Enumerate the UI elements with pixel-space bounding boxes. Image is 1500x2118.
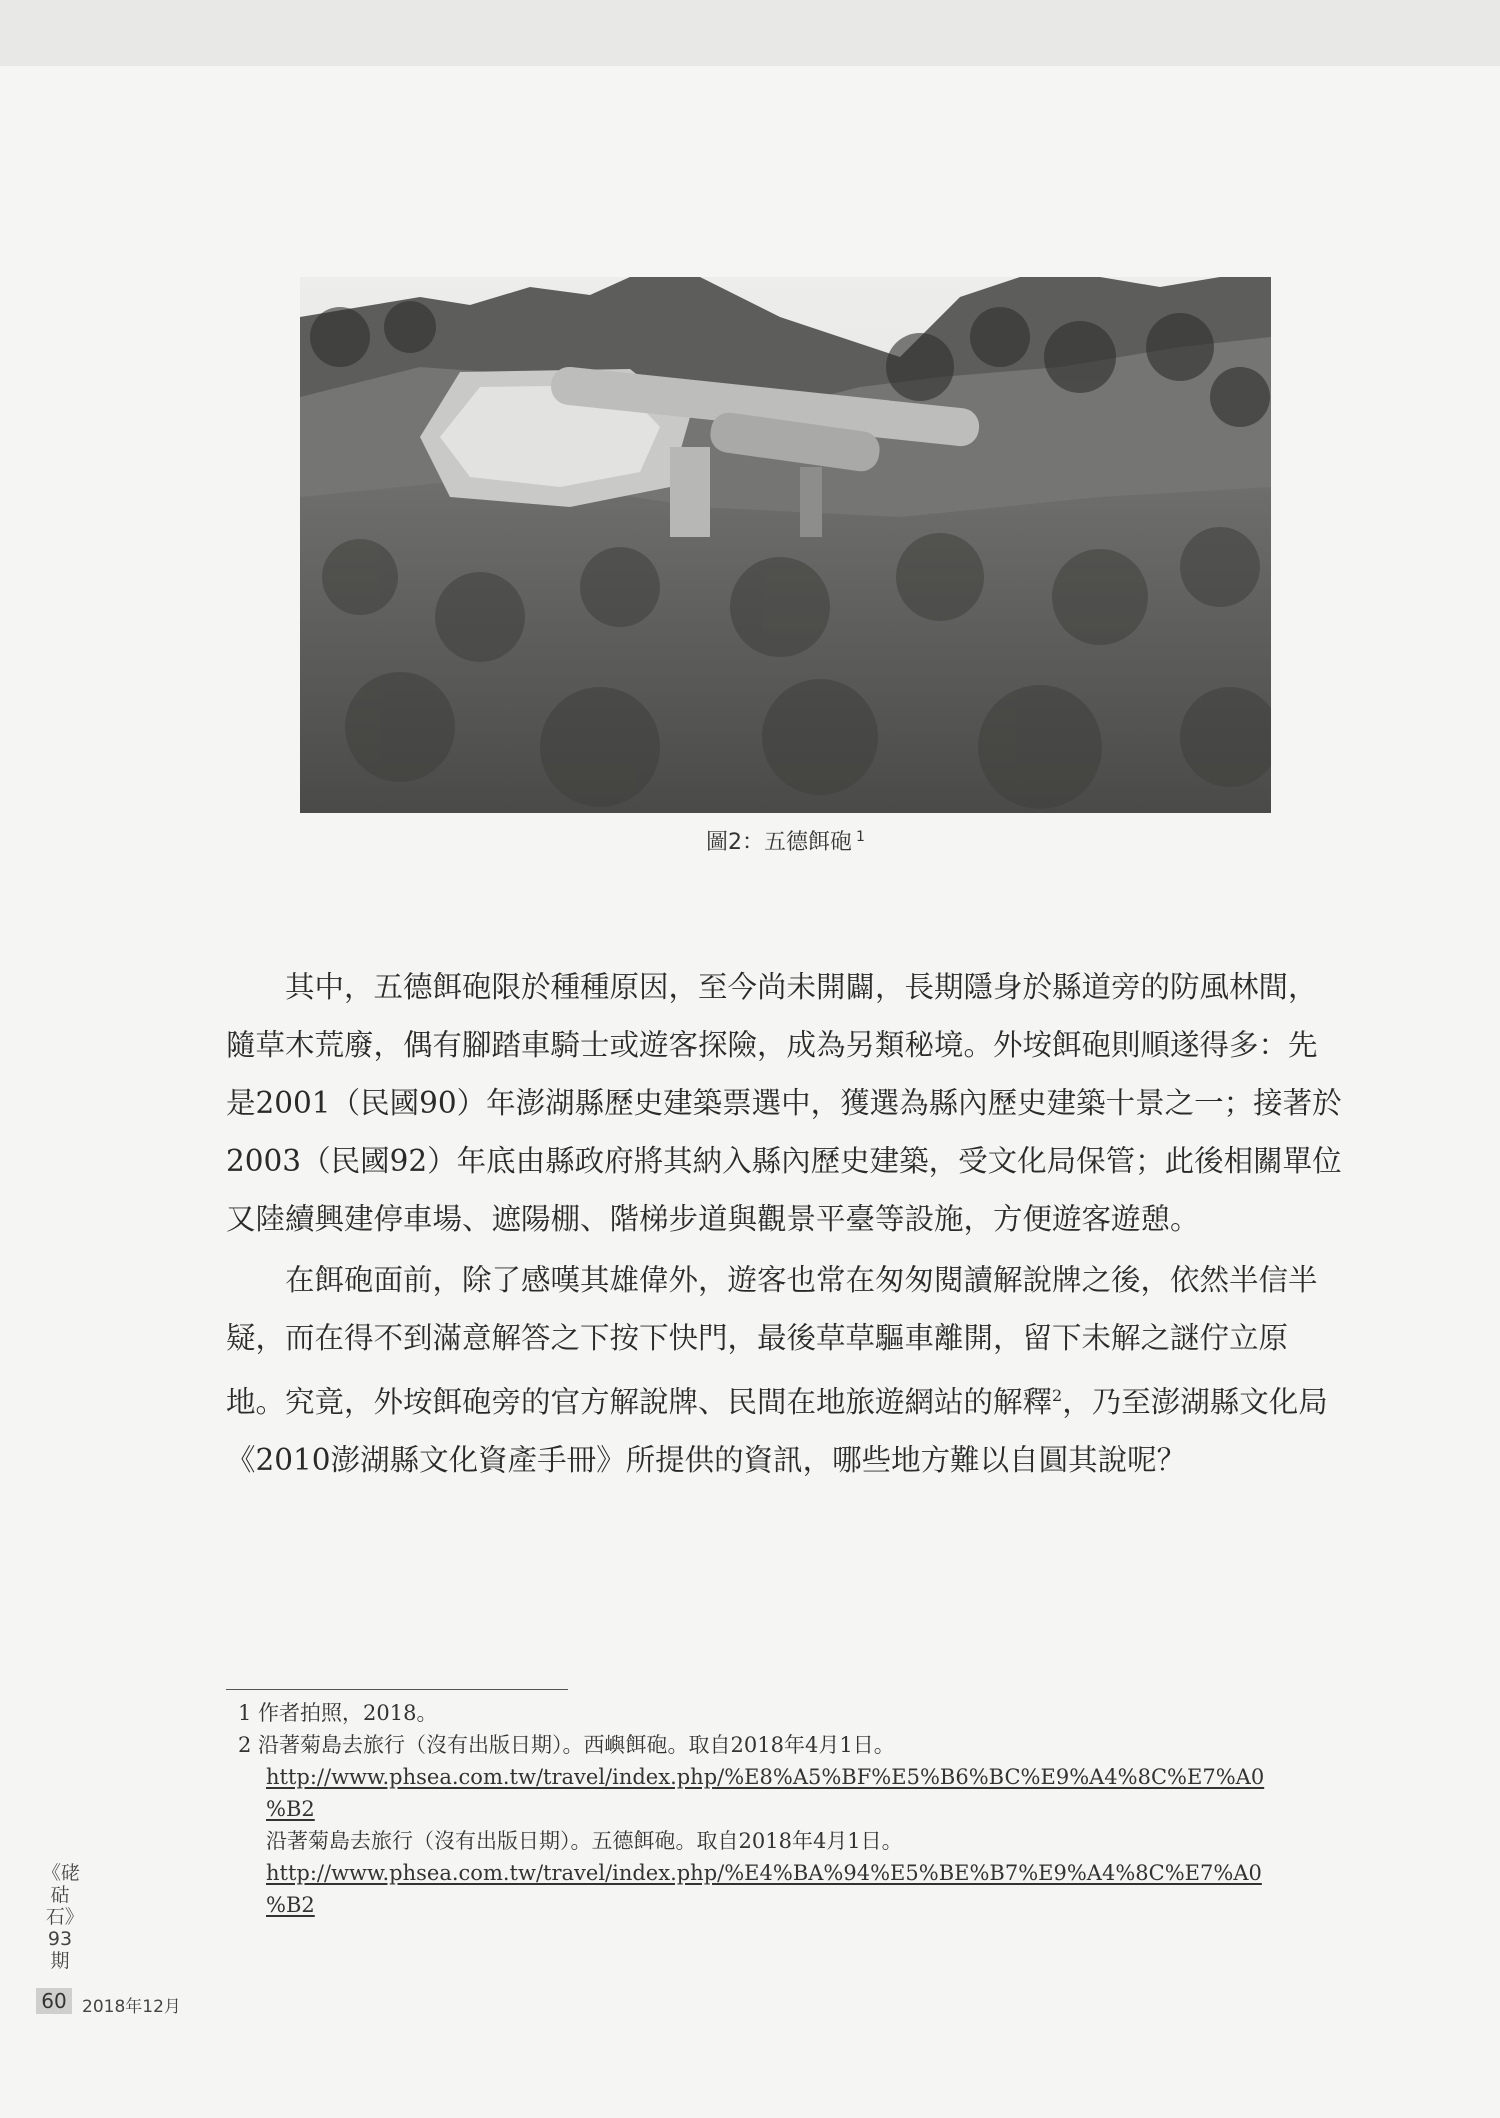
footnotes — [238, 1697, 1348, 1921]
footnote-2: 2 沿著菊島去旅行（沒有出版日期）。西嶼餌砲。取自2018年4月1日。 — [238, 1733, 895, 1757]
figure-photo-decoy-cannon — [300, 277, 1271, 813]
scan-top-edge — [0, 0, 1500, 66]
footnote-2-link[interactable]: http://www.phsea.com.tw/travel/index.php/%E8%A5%BF%E5%B6%BC%E9%A4%8C%E7%A0 — [266, 1765, 1265, 1789]
paragraph-1: 其中，五德餌砲限於種種原因，至今尚未開闢，長期隱身於縣道旁的防風林間，隨草木荒廢，偶有腳踏車騎士或遊客探險，成為另類秘境。外垵餌砲則順遂得多：先是2001（民國90）年澎湖縣歷史建築票選中，獲選為縣內歷史建築十景之一；接著於2003（民國92）年底由縣政府將其納入縣內歷史建築，受文化局保管；此後相關單位又陸續興建停車場、遮陽棚、階梯步道與觀景平臺等設施，方便遊客遊憩。 — [226, 970, 1342, 1236]
footnote-3-link[interactable]: http://www.phsea.com.tw/travel/index.php/%E4%BA%94%E5%BE%B7%E9%A4%8C%E7%A0 — [266, 1861, 1262, 1885]
paragraph-2-part-1: 在餌砲面前，除了感嘆其雄偉外，遊客也常在匆匆閱讀解說牌之後，依然半信半疑，而在得不到滿意解答之下按下快門，最後草草驅車離開，留下未解之謎佇立原地。究竟，外垵餌砲旁的官方解說牌、民間在地旅遊網站的解釋 — [226, 1263, 1318, 1419]
footnote-3: 沿著菊島去旅行（沒有出版日期）。五德餌砲。取自2018年4月1日。 — [266, 1829, 903, 1853]
footnote-ref-2: 2 — [1052, 1386, 1063, 1405]
footnote-1: 1 作者拍照，2018。 — [238, 1701, 438, 1725]
paragraph-2-part-2: ，乃至澎湖縣文化局《2010澎湖縣文化資產手冊》所提供的資訊，哪些地方難以自圓其說呢？ — [226, 1384, 1328, 1477]
photo-illustration — [300, 277, 1271, 813]
paragraph-2 — [226, 1251, 1346, 1489]
journal-issue-label: 《硓𥑮石》93期 — [42, 1862, 81, 1972]
footnote-2-link-cont[interactable]: %B2 — [266, 1797, 315, 1821]
figure-caption — [300, 825, 1271, 856]
article-body — [226, 958, 1346, 1489]
caption-label: 圖2：五德餌砲 — [706, 830, 853, 855]
footnote-divider — [226, 1689, 568, 1690]
issue-date: 2018年12月 — [82, 1997, 181, 2017]
page-number: 60 — [41, 1989, 67, 2013]
caption-note-ref: 1 — [856, 828, 865, 845]
footnote-3-link-cont[interactable]: %B2 — [266, 1893, 315, 1917]
